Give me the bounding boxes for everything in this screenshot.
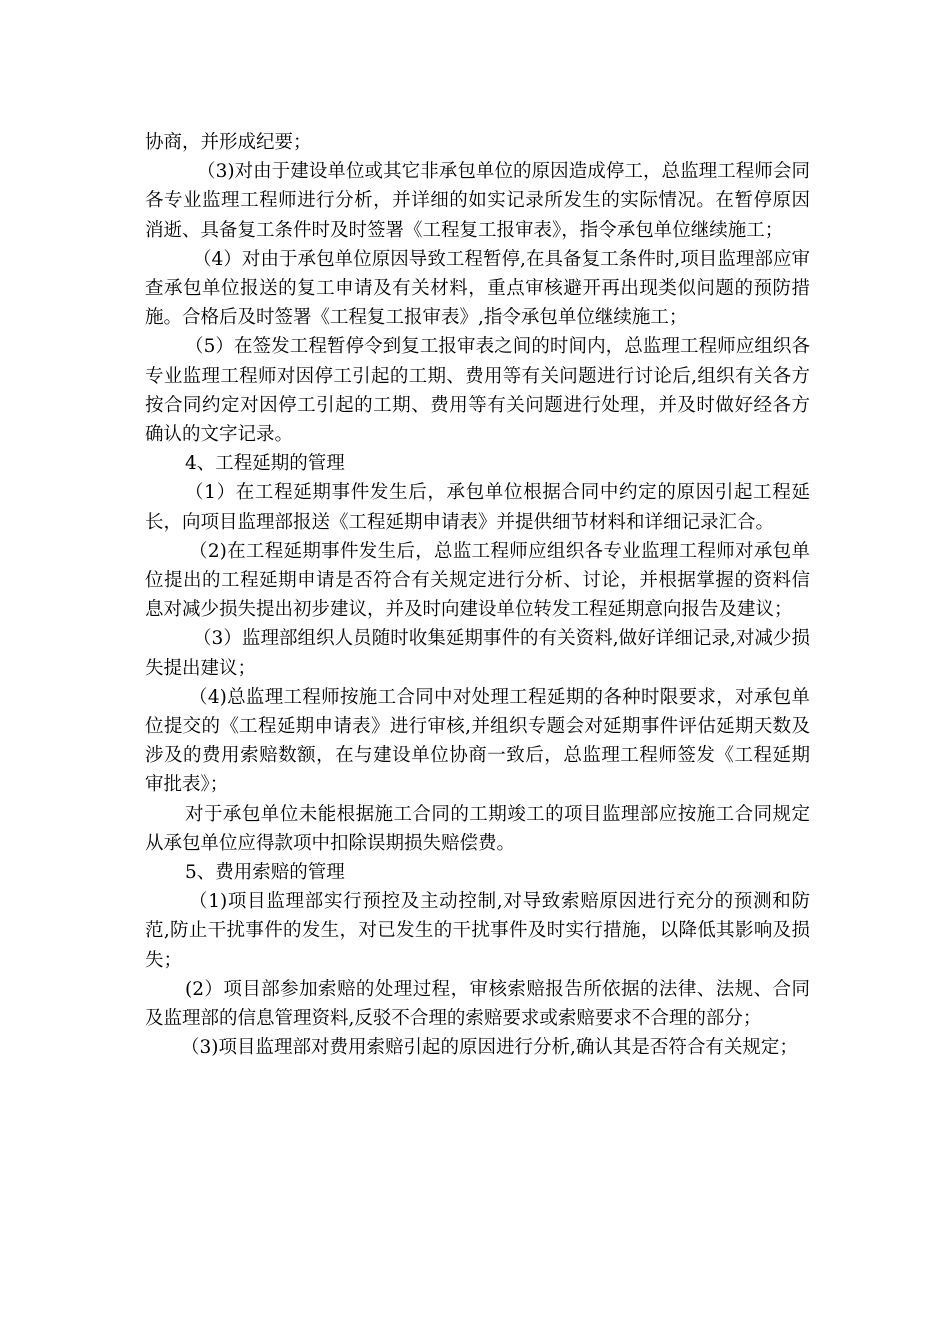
paragraph-extension-penalty: 对于承包单位未能根据施工合同的工期竣工的项目监理部应按施工合同规定从承包单位应得款项中扣除误期损失赔偿费。 [145, 803, 810, 854]
paragraph-claims-1: （1)项目监理部实行预控及主动控制,对导致索赔原因进行充分的预测和防范,防止干扰事件的发生，对已发生的干扰事件及时实行措施，以降低其影响及损失； [145, 891, 810, 971]
paragraph-work-stoppage-4: （4）对由于承包单位原因导致工程暂停,在具备复工条件时,项目监理部应审查承包单位报送的复工申请及有关材料，重点审核避开再出现类似问题的预防措施。合格后及时签署《工程复工报审表》,指令承包单位继续施工； [145, 248, 810, 329]
paragraph-work-stoppage-3: （3)对由于建设单位或其它非承包单位的原因造成停工，总监理工程师会同各专业监理工程师进行分析，并详细的如实记录所发生的实际情况。在暂停原因消逝、具备复工条件时及时签署《工程复工报审表》，指令承包单位继续施工； [145, 161, 810, 241]
paragraph-work-stoppage-5: （5）在签发工程暂停令到复工报审表之间的时间内，总监理工程师应组织各专业监理工程师对因停工引起的工期、费用等有关问题进行讨论后,组织有关各方按合同约定对因停工引起的工期、费用等有关问题进行处理，并及时做好经各方确认的文字记录。 [145, 336, 810, 446]
section-heading-claims: 5、费用索赔的管理 [185, 862, 345, 884]
document-page [145, 128, 810, 1063]
paragraph-extension-4: （4)总监理工程师按施工合同中对处理工程延期的各种时限要求，对承包单位提交的《工程延期申请表》进行审核,并组织专题会对延期事件评估延期天数及涉及的费用索赔数额，在与建设单位协商一致后，总监理工程师签发《工程延期审批表》； [145, 686, 810, 796]
paragraph-claims-2: (2）项目部参加索赔的处理过程，审核索赔报告所依据的法律、法规、合同及监理部的信息管理资料,反驳不合理的索赔要求或索赔要求不合理的部分； [145, 978, 810, 1030]
section-heading-extension: 4、工程延期的管理 [185, 453, 345, 475]
paragraph-extension-3: （3）监理部组织人员随时收集延期事件的有关资料,做好详细记录,对减少损失提出建议； [145, 628, 810, 679]
paragraph-claims-3: （3)项目监理部对费用索赔引起的原因进行分析,确认其是否符合有关规定； [181, 1037, 798, 1059]
paragraph-extension-1: （1）在工程延期事件发生后，承包单位根据合同中约定的原因引起工程延长，向项目监理部报送《工程延期申请表》并提供细节材料和详细记录汇合。 [145, 482, 810, 533]
paragraph-continuation: 协商，并形成纪要； [145, 132, 312, 153]
paragraph-extension-2: （2)在工程延期事件发生后，总监工程师应组织各专业监理工程师对承包单位提出的工程延期申请是否符合有关规定进行分析、讨论，并根据掌握的资料信息对减少损失提出初步建议，并及时向建设单位转发工程延期意向报告及建议； [145, 540, 810, 621]
